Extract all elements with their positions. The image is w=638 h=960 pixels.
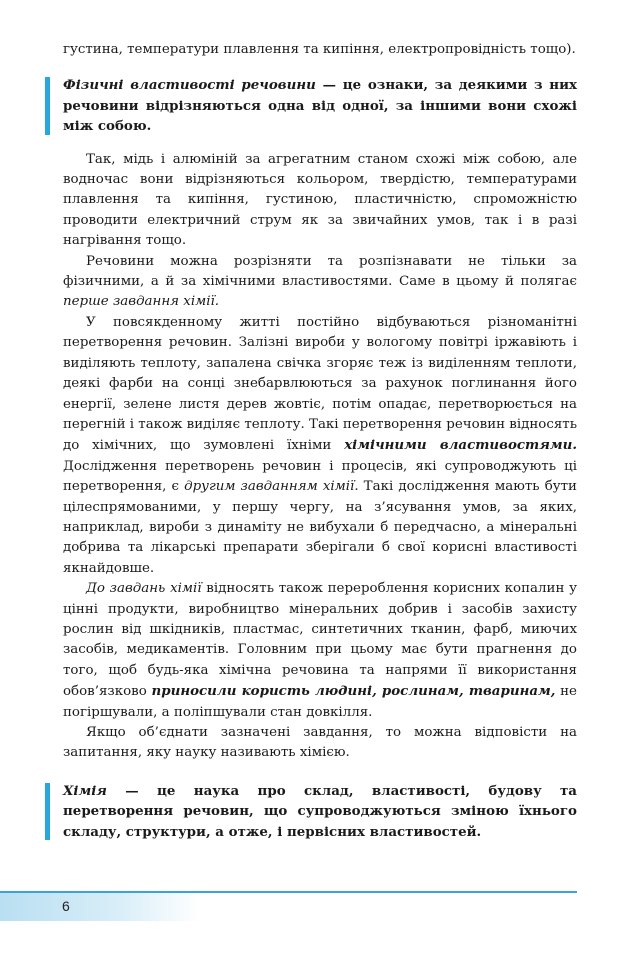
emphasis-tasks: До завдань хімії [86, 581, 202, 597]
paragraph-continued: густина, температури плавлення та кипіння, електропровідність тощо). [63, 42, 576, 57]
text-run: Такі дослідження мають бути цілеспрямованими, у першу чергу, на з’ясування умов, за яких, наприклад, вироби з динаміту не вибухали б передчасно, а мінеральні добрива та лікарські препарати зберігали б свої корисні властивості якнайдовше. [63, 479, 577, 576]
paragraph-transformations [63, 313, 577, 579]
definition-text: — це ознаки, за деякими з них речовини відрізняються одна від одної, за іншими вони схожі між собою. [63, 77, 577, 135]
paragraph-copper-aluminium: Так, мідь і алюміній за агрегатним станом схожі між собою, але водночас вони відрізняються кольором, твердістю, температурами плавлення та кипіння, густиною, пластичністю, спроможністю проводити електричний струм як за звичайних умов, так і в разі нагрівання тощо. [63, 151, 577, 249]
footer-band [0, 893, 200, 921]
definition-physical-properties [63, 75, 577, 136]
paragraph-summary: Якщо об’єднати зазначені завдання, то можна відповісти на запитання, яку науку називають хімією. [63, 725, 577, 761]
paragraph-first-task [63, 252, 577, 313]
definition-text: — це наука про склад, властивості, будову та перетворення речовин, що супроводжуються зміною їхнього складу, структури, а отже, і первісних властивостей. [63, 782, 577, 840]
text-run: У повсякденному житті постійно відбуваються різноманітні перетворення речовин. Залізні вироби у вологому повітрі іржавіють і виділяють теплоту, запалена свічка згоряє теж із виділенням теплоти, деякі фарби на сонці знебарвлюються за рахунок поглинання його енергії, зелене листя дерев жовтіє, потім опадає, перетворюється на перегній і також виділяє теплоту. Такі перетворення речовин відносять до хімічних, що зумовлені їхніми [63, 314, 577, 454]
text-run: відносять також перероблення корисних копалин у цінні продукти, виробництво мінеральних добрив і засобів захисту рослин від шкідників, пластмас, синтетичних тканин, фарб, миючих засобів, медикаментів. Головним при цьому має бути прагнення до того, щоб будь-яка хімічна речовина та напрями її використання обов’язково [63, 581, 577, 700]
emphasis-first-task: перше завдання хімії. [63, 294, 220, 310]
text-run: Речовини можна розрізняти та розпізнавати не тільки за фізичними, а й за хімічними властивостями. Саме в цьому й полягає [63, 253, 577, 290]
text-run: не погіршували, а поліпшували стан довкілля. [63, 684, 577, 720]
text-run: Дослідження перетворень речовин і процесів, які супроводжують ці перетворення, є [63, 458, 577, 495]
definition-term: Хімія [63, 782, 107, 799]
definition-chemistry [63, 781, 577, 842]
page-number: 6 [62, 898, 70, 914]
emphasis-second-task: другим завданням хімії. [184, 479, 359, 495]
definition-term: Фізичні властивості речовини [63, 77, 316, 94]
emphasis-benefit: приносили користь людині, рослинам, тваринам, [151, 683, 556, 700]
emphasis-chemical-properties: хімічними властивостями. [344, 437, 577, 454]
paragraph-tasks-of-chemistry [63, 579, 577, 723]
page-content [63, 40, 577, 855]
